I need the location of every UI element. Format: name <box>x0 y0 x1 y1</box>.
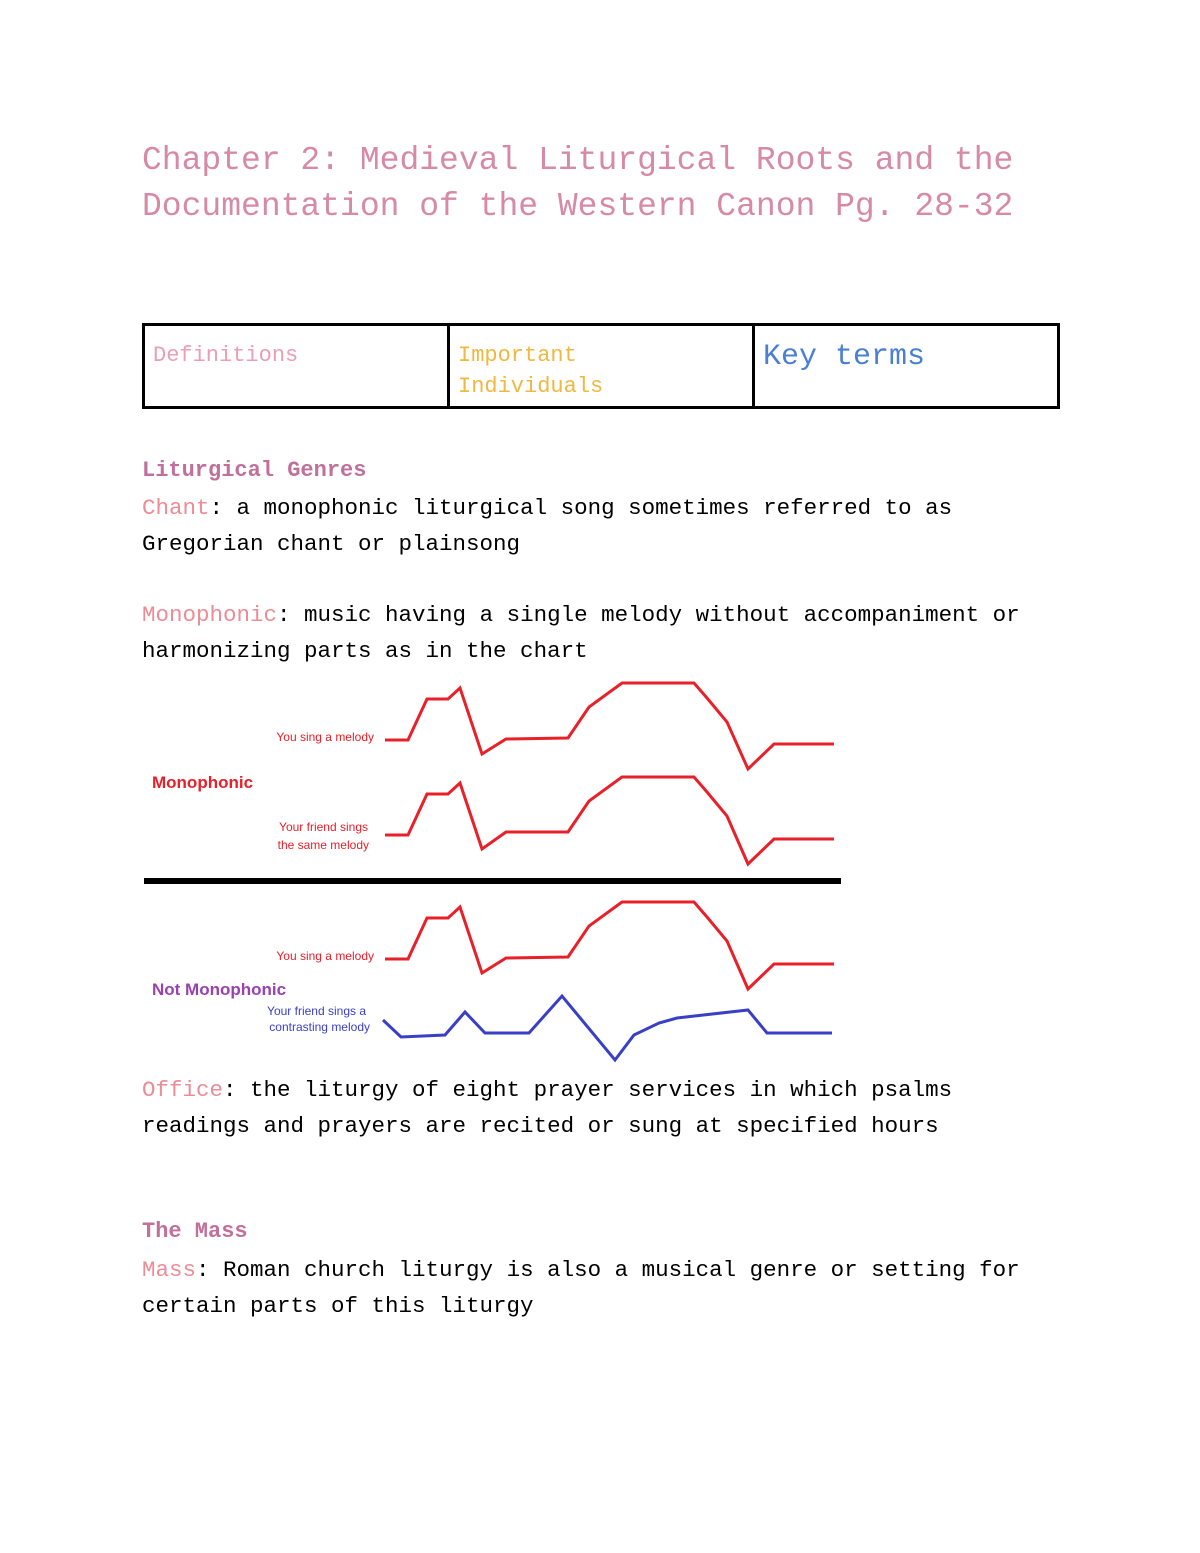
label-friend-contrast-1: Your friend sings a <box>267 1004 366 1018</box>
label-friend-same-2: the same melody <box>277 838 369 852</box>
label-you-sing-2: You sing a melody <box>276 949 374 963</box>
diagram-divider <box>144 878 841 884</box>
label-monophonic: Monophonic <box>152 773 254 792</box>
section-heading-the-mass: The Mass <box>142 1219 248 1244</box>
legend-definitions: Definitions <box>153 343 299 368</box>
legend-key-terms-cell <box>754 325 1059 408</box>
legend-definitions-cell <box>144 325 449 408</box>
melody-line-friend-contrast <box>383 996 832 1060</box>
office-definition-text: : the liturgy of eight prayer services in which psalms readings and prayers are recited or sung at specified hours <box>142 1077 966 1139</box>
label-friend-contrast-2: contrasting melody <box>269 1020 370 1034</box>
term-monophonic: Monophonic <box>142 602 278 628</box>
term-chant: Chant <box>142 495 210 521</box>
legend-individuals-cell <box>449 325 754 408</box>
melody-line-you-1 <box>385 683 834 769</box>
chant-definition <box>142 490 1072 562</box>
melody-line-you-2 <box>385 902 834 989</box>
label-friend-same-1: Your friend sings <box>279 820 368 834</box>
office-definition <box>142 1072 1072 1144</box>
page-title: Chapter 2: Medieval Liturgical Roots and the Documentation of the Western Canon Pg. 28-32 <box>142 142 1034 225</box>
term-office: Office <box>142 1077 224 1103</box>
label-not-monophonic: Not Monophonic <box>152 980 287 999</box>
legend-individuals: Important Individuals <box>458 343 604 399</box>
monophonic-diagram <box>142 678 844 1068</box>
chant-definition-text: : a monophonic liturgical song sometimes referred to as Gregorian chant or plainsong <box>142 495 966 557</box>
melody-line-friend-same <box>385 777 834 864</box>
term-mass: Mass <box>142 1257 197 1283</box>
monophonic-definition-text: : music having a single melody without accompaniment or harmonizing parts as in the chart <box>142 602 1034 664</box>
section-heading-liturgical-genres: Liturgical Genres <box>142 458 367 483</box>
mass-definition-text: : Roman church liturgy is also a musical genre or setting for certain parts of this liturgy <box>142 1257 1034 1319</box>
mass-definition <box>142 1252 1072 1324</box>
legend-key-terms: Key terms <box>763 340 926 374</box>
label-you-sing-1: You sing a melody <box>276 730 374 744</box>
color-legend-table <box>142 323 1060 409</box>
monophonic-definition <box>142 597 1072 669</box>
